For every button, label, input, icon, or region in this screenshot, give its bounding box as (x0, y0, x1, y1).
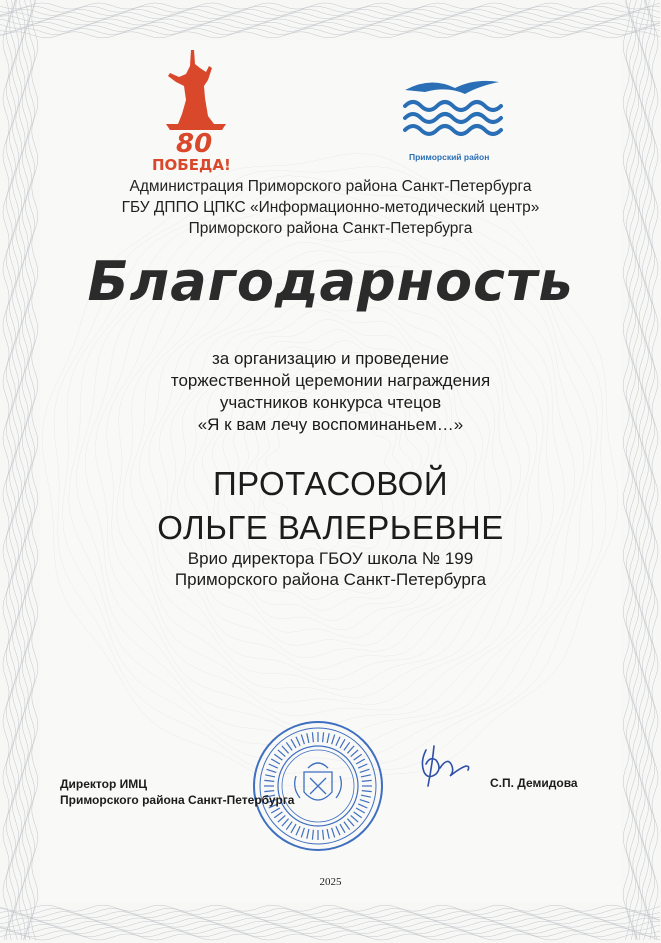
certificate-title: Благодарность (87, 250, 574, 313)
district-logo (395, 72, 507, 168)
organization-line-2: ГБУ ДППО ЦПКС «Информационно-методический центр» (121, 199, 540, 216)
position-line-2: Приморского района Санкт-Петербурга (174, 570, 487, 589)
organization-line-3: Приморского района Санкт-Петербурга (188, 220, 473, 237)
district-logo-text: Приморский район (409, 152, 490, 162)
handwritten-signature (412, 742, 474, 790)
signatory-title (60, 776, 294, 808)
recipient-name (0, 462, 661, 550)
organization-line-1: Администрация Приморского района Санкт-Петербурга (129, 178, 532, 195)
recipient-position (0, 548, 661, 590)
award-reason (0, 348, 661, 436)
recipient-surname: ПРОТАСОВОЙ (212, 465, 449, 502)
svg-text:80: 80 (176, 129, 213, 159)
reason-line-3: участников конкурса чтецов (219, 393, 442, 412)
organization-header (0, 176, 661, 239)
position-line-1: Врио директора ГБОУ школа № 199 (187, 549, 474, 568)
victory-80-logo (146, 46, 246, 178)
victory-logo-text: ПОБЕДА! (152, 156, 231, 174)
reason-line-4: «Я к вам лечу воспоминаньем…» (197, 415, 464, 434)
issue-year: 2025 (319, 876, 342, 888)
signatory-title-line-2: Приморского района Санкт-Петербурга (60, 793, 295, 807)
signatory-name: С.П. Демидова (490, 776, 578, 790)
reason-line-2: торжественной церемонии награждения (170, 371, 491, 390)
signatory-title-line-1: Директор ИМЦ (60, 777, 148, 791)
recipient-given-names: ОЛЬГЕ ВАЛЕРЬЕВНЕ (157, 509, 504, 546)
reason-line-1: за организацию и проведение (212, 349, 449, 368)
